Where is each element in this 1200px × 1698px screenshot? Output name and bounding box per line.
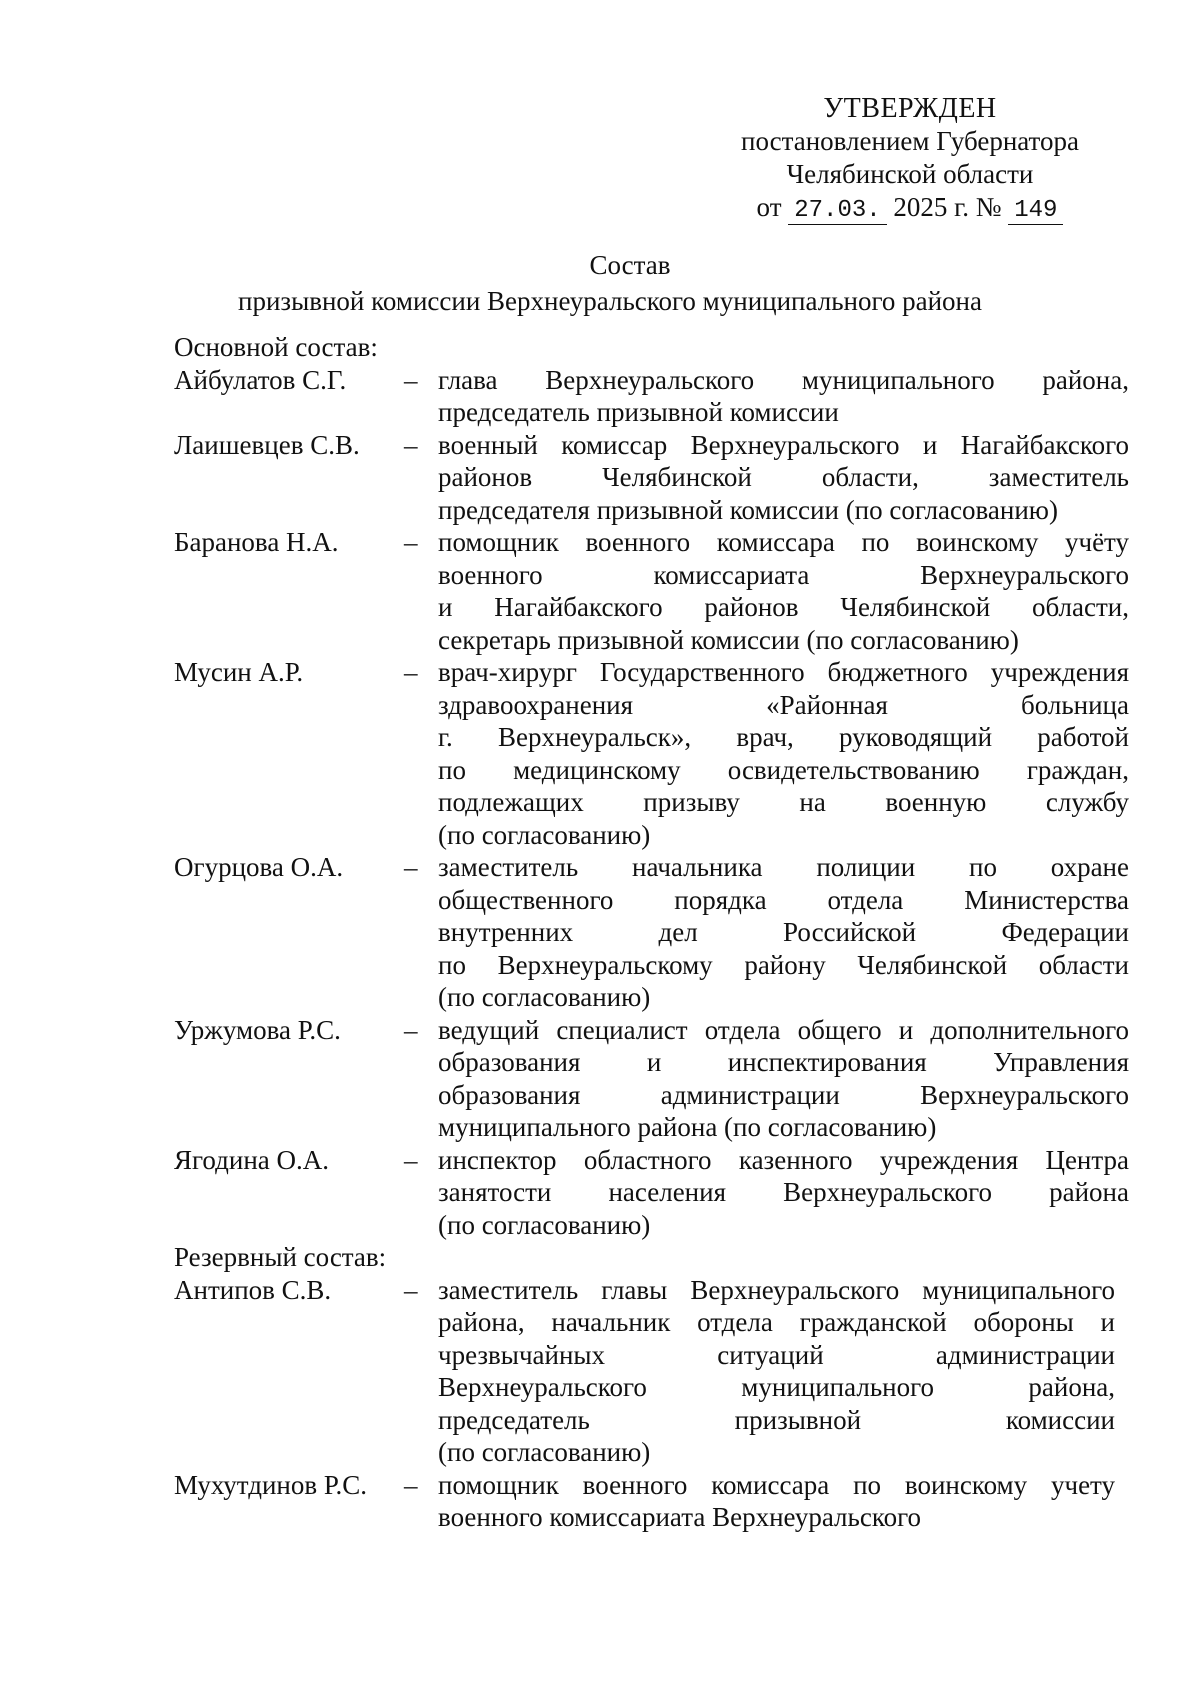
position-line: помощник военного комиссара по воинскому учёту (438, 527, 1129, 557)
position-line: района, начальник отдела гражданской обороны и (438, 1307, 1115, 1337)
position-line: инспектор областного казенного учреждения Центра (438, 1144, 1129, 1175)
title-line-1: Состав (589, 250, 671, 280)
member-position (438, 656, 1129, 851)
member-dash: – (404, 1274, 418, 1305)
member-dash: – (404, 1144, 418, 1175)
position-line: образования и инспектирования Управления (438, 1047, 1129, 1077)
position-line: заместитель главы Верхнеуральского муниципального (438, 1274, 1115, 1305)
member-position (438, 851, 1129, 1014)
position-line: секретарь призывной комиссии (по согласованию) (438, 624, 1019, 655)
member-entry (174, 364, 1129, 429)
title-line-2: призывной комиссии Верхнеуральского муниципального района (238, 286, 982, 316)
position-line: ведущий специалист отдела общего и дополнительного (438, 1014, 1129, 1045)
position-line: врач-хирург Государственного бюджетного учреждения (438, 657, 1129, 687)
member-position (438, 1274, 1115, 1469)
member-position (438, 1144, 1129, 1242)
position-line: (по согласованию) (438, 1209, 651, 1240)
member-name: Мусин А.Р. (174, 657, 304, 687)
member-dash: – (404, 852, 418, 882)
approval-line-1: постановлением Губернатора (741, 126, 1079, 156)
position-line: (по согласованию) (438, 819, 651, 850)
commission-list (174, 331, 1129, 1534)
position-line: военного комиссариата Верхнеуральского (438, 1502, 921, 1532)
position-line: занятости населения Верхнеуральского района (438, 1177, 1129, 1207)
position-line: и Нагайбакского районов Челябинской области, (438, 592, 1129, 622)
position-line: общественного порядка отдела Министерства (438, 884, 1129, 915)
position-line: чрезвычайных ситуаций администрации (438, 1339, 1115, 1370)
member-entry (174, 1274, 1129, 1469)
date-prefix: от (756, 192, 782, 222)
member-name: Ягодина О.А. (174, 1144, 329, 1175)
member-position (438, 1469, 1115, 1534)
main-members (174, 364, 1129, 1242)
decree-number: 149 (1008, 198, 1063, 225)
member-name: Антипов С.В. (174, 1274, 332, 1305)
member-entry (174, 1144, 1129, 1242)
member-dash: – (404, 1014, 418, 1045)
position-line: военного комиссариата Верхнеуральского (438, 559, 1129, 590)
position-line: по медицинскому освидетельствованию граждан, (438, 754, 1129, 785)
position-line: заместитель начальника полиции по охране (438, 852, 1129, 882)
member-name: Уржумова Р.С. (174, 1014, 341, 1045)
approval-date-line (700, 191, 1120, 225)
member-entry (174, 1469, 1129, 1534)
member-name: Айбулатов С.Г. (174, 364, 347, 395)
member-position (438, 1014, 1129, 1144)
member-entry (174, 1014, 1129, 1144)
member-dash: – (404, 657, 418, 687)
position-line: помощник военного комиссара по воинскому учету (438, 1469, 1115, 1500)
position-line: глава Верхнеуральского муниципального района, (438, 364, 1129, 395)
date-value: 27.03. (788, 198, 886, 225)
main-section-heading: Основной состав: (174, 332, 378, 362)
position-line: здравоохранения «Районная больница (438, 689, 1129, 720)
approval-block (700, 92, 1120, 225)
position-line: г. Верхнеуральск», врач, руководящий работой (438, 722, 1129, 752)
member-dash: – (404, 1469, 418, 1500)
member-dash: – (404, 429, 418, 460)
member-name: Лаишевцев С.В. (174, 429, 360, 460)
position-line: по Верхнеуральскому району Челябинской области (438, 949, 1129, 980)
position-line: муниципального района (по согласованию) (438, 1112, 937, 1142)
position-line: образования администрации Верхнеуральского (438, 1079, 1129, 1110)
date-year: 2025 г. № (893, 192, 1002, 222)
position-line: председателя призывной комиссии (по согласованию) (438, 494, 1058, 525)
member-dash: – (404, 364, 418, 395)
position-line: председатель призывной комиссии (438, 397, 839, 427)
position-line: военный комиссар Верхнеуральского и Нагайбакского (438, 429, 1129, 460)
member-name: Мухутдинов Р.С. (174, 1469, 368, 1500)
member-position (438, 429, 1129, 527)
reserve-members (174, 1274, 1129, 1534)
member-entry (174, 429, 1129, 527)
member-position (438, 526, 1129, 656)
position-line: районов Челябинской области, заместитель (438, 462, 1129, 492)
member-dash: – (404, 527, 418, 557)
member-entry (174, 851, 1129, 1014)
member-name: Огурцова О.А. (174, 852, 344, 882)
member-entry (174, 656, 1129, 851)
approval-line-2: Челябинской области (786, 159, 1034, 189)
member-name: Баранова Н.А. (174, 527, 339, 557)
document-title (0, 247, 1200, 319)
member-position (438, 364, 1129, 429)
position-line: внутренних дел Российской Федерации (438, 917, 1129, 947)
position-line: председатель призывной комиссии (438, 1404, 1115, 1435)
reserve-section-heading: Резервный состав: (174, 1242, 387, 1272)
position-line: Верхнеуральского муниципального района, (438, 1372, 1115, 1402)
approval-heading: УТВЕРЖДЕН (823, 93, 997, 124)
position-line: подлежащих призыву на военную службу (438, 787, 1129, 817)
member-entry (174, 526, 1129, 656)
position-line: (по согласованию) (438, 1437, 651, 1467)
position-line: (по согласованию) (438, 982, 651, 1012)
